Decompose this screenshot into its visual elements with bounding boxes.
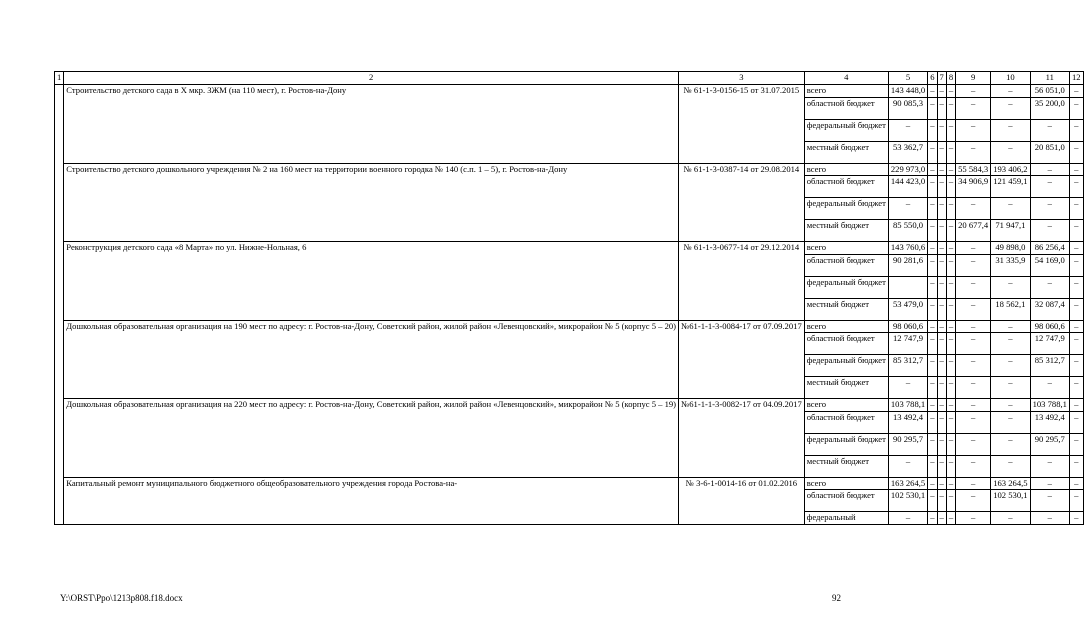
amount-cell: – bbox=[956, 377, 991, 399]
funding-source-cell: местный бюджет bbox=[804, 377, 888, 399]
amount-cell: – bbox=[928, 433, 937, 455]
table-row bbox=[55, 477, 1084, 490]
amount-cell: – bbox=[1069, 198, 1083, 220]
amount-cell: 121 459,1 bbox=[991, 176, 1030, 198]
amount-cell: – bbox=[888, 377, 927, 399]
amount-cell: – bbox=[1030, 455, 1069, 477]
amount-cell: – bbox=[1069, 477, 1083, 490]
amount-cell: – bbox=[946, 490, 955, 512]
amount-cell: 163 264,5 bbox=[991, 477, 1030, 490]
amount-cell: 34 906,9 bbox=[956, 176, 991, 198]
amount-cell: – bbox=[888, 455, 927, 477]
amount-cell: – bbox=[956, 85, 991, 98]
amount-cell: – bbox=[946, 276, 955, 298]
amount-cell: – bbox=[888, 512, 927, 525]
amount-cell: – bbox=[928, 141, 937, 163]
amount-cell: 102 530,1 bbox=[888, 490, 927, 512]
amount-cell: – bbox=[928, 411, 937, 433]
budget-table bbox=[54, 71, 1084, 525]
amount-cell: – bbox=[937, 333, 946, 355]
funding-source-cell: федеральный бюджет bbox=[804, 433, 888, 455]
amount-cell: – bbox=[991, 512, 1030, 525]
funding-source-cell: федеральный bbox=[804, 512, 888, 525]
amount-cell: – bbox=[1069, 512, 1083, 525]
amount-cell: – bbox=[937, 85, 946, 98]
object-name-cell: Строительство детского сада в Х мкр. ЗЖМ (на 110 мест), г. Ростов-на-Дону bbox=[64, 85, 679, 164]
object-name-cell: Дошкольная образовательная организация на 190 мест по адресу: г. Ростов-на-Дону, Советский район, жилой район «Левенцовский», микрорайон № 5 (корпус 5 – 20) bbox=[64, 320, 679, 399]
amount-cell: 90 281,6 bbox=[888, 254, 927, 276]
amount-cell: 53 362,7 bbox=[888, 141, 927, 163]
table-row bbox=[55, 399, 1084, 412]
table-body bbox=[55, 72, 1084, 525]
amount-cell: – bbox=[928, 512, 937, 525]
amount-cell: – bbox=[928, 276, 937, 298]
funding-source-cell: местный бюджет bbox=[804, 141, 888, 163]
amount-cell: – bbox=[991, 333, 1030, 355]
amount-cell: – bbox=[946, 176, 955, 198]
amount-cell: – bbox=[928, 298, 937, 320]
amount-cell: – bbox=[956, 490, 991, 512]
header-row bbox=[55, 72, 1084, 85]
amount-cell: – bbox=[928, 198, 937, 220]
amount-cell: – bbox=[991, 399, 1030, 412]
amount-cell: 32 087,4 bbox=[1030, 298, 1069, 320]
object-name-cell: Строительство детского дошкольного учреждения № 2 на 160 мест на территории военного городка № 140 (с.п. 1 – 5), г. Ростов-на-Дону bbox=[64, 163, 679, 242]
amount-cell: 90 295,7 bbox=[888, 433, 927, 455]
index-column-cell bbox=[55, 85, 64, 525]
amount-cell: 103 788,1 bbox=[1030, 399, 1069, 412]
expertise-number-cell: №61-1-1-3-0082-17 от 04.09.2017 bbox=[679, 399, 805, 478]
header-cell: 12 bbox=[1069, 72, 1083, 85]
header-cell: 8 bbox=[946, 72, 955, 85]
funding-source-cell: всего bbox=[804, 320, 888, 333]
amount-cell: – bbox=[937, 377, 946, 399]
amount-cell: 85 312,7 bbox=[888, 355, 927, 377]
funding-source-cell: федеральный бюджет bbox=[804, 276, 888, 298]
amount-cell: – bbox=[928, 254, 937, 276]
amount-cell: – bbox=[1069, 399, 1083, 412]
file-path: Y:\ORST\Ppo\1213p808.f18.docx bbox=[60, 593, 183, 603]
amount-cell: – bbox=[937, 399, 946, 412]
amount-cell: – bbox=[1030, 490, 1069, 512]
amount-cell: – bbox=[946, 399, 955, 412]
amount-cell: – bbox=[956, 512, 991, 525]
amount-cell: – bbox=[946, 220, 955, 242]
header-cell: 11 bbox=[1030, 72, 1069, 85]
funding-source-cell: областной бюджет bbox=[804, 176, 888, 198]
amount-cell: 90 295,7 bbox=[1030, 433, 1069, 455]
amount-cell: – bbox=[946, 355, 955, 377]
amount-cell: – bbox=[956, 141, 991, 163]
amount-cell: 85 312,7 bbox=[1030, 355, 1069, 377]
amount-cell: – bbox=[946, 254, 955, 276]
amount-cell: 143 448,0 bbox=[888, 85, 927, 98]
amount-cell: – bbox=[937, 176, 946, 198]
amount-cell: 13 492,4 bbox=[1030, 411, 1069, 433]
expertise-number-cell: № 61-1-3-0677-14 от 29.12.2014 bbox=[679, 242, 805, 321]
amount-cell: 49 898,0 bbox=[991, 242, 1030, 255]
amount-cell: – bbox=[1069, 220, 1083, 242]
header-cell: 3 bbox=[679, 72, 805, 85]
header-cell: 1 bbox=[55, 72, 64, 85]
amount-cell: 56 051,0 bbox=[1030, 85, 1069, 98]
amount-cell: – bbox=[1030, 220, 1069, 242]
amount-cell: 85 550,0 bbox=[888, 220, 927, 242]
amount-cell: – bbox=[991, 355, 1030, 377]
amount-cell: – bbox=[1030, 512, 1069, 525]
amount-cell: 35 200,0 bbox=[1030, 97, 1069, 119]
amount-cell: – bbox=[937, 242, 946, 255]
amount-cell: 31 335,9 bbox=[991, 254, 1030, 276]
amount-cell: – bbox=[1030, 198, 1069, 220]
expertise-number-cell: №61-1-1-3-0084-17 от 07.09.2017 bbox=[679, 320, 805, 399]
amount-cell bbox=[888, 276, 927, 298]
amount-cell: – bbox=[946, 242, 955, 255]
amount-cell: – bbox=[1030, 119, 1069, 141]
amount-cell: – bbox=[946, 433, 955, 455]
amount-cell: – bbox=[1069, 490, 1083, 512]
amount-cell: – bbox=[928, 119, 937, 141]
amount-cell: – bbox=[1030, 163, 1069, 176]
table-row bbox=[55, 242, 1084, 255]
amount-cell: – bbox=[1069, 320, 1083, 333]
funding-source-cell: всего bbox=[804, 85, 888, 98]
amount-cell: – bbox=[946, 333, 955, 355]
amount-cell: – bbox=[1069, 119, 1083, 141]
amount-cell: – bbox=[937, 276, 946, 298]
amount-cell: – bbox=[946, 85, 955, 98]
page-number: 92 bbox=[832, 593, 841, 603]
amount-cell: – bbox=[1069, 163, 1083, 176]
amount-cell: – bbox=[1030, 276, 1069, 298]
object-name-cell: Реконструкция детского сада «8 Марта» по ул. Нижне-Нольная, 6 bbox=[64, 242, 679, 321]
amount-cell: 229 973,0 bbox=[888, 163, 927, 176]
amount-cell: 55 584,3 bbox=[956, 163, 991, 176]
amount-cell: – bbox=[937, 198, 946, 220]
header-cell: 6 bbox=[928, 72, 937, 85]
amount-cell: – bbox=[928, 85, 937, 98]
amount-cell: – bbox=[928, 176, 937, 198]
amount-cell: – bbox=[946, 320, 955, 333]
header-cell: 10 bbox=[991, 72, 1030, 85]
amount-cell: – bbox=[956, 355, 991, 377]
amount-cell: 12 747,9 bbox=[888, 333, 927, 355]
header-cell: 2 bbox=[64, 72, 679, 85]
amount-cell: – bbox=[937, 254, 946, 276]
amount-cell: – bbox=[991, 320, 1030, 333]
amount-cell: – bbox=[946, 141, 955, 163]
amount-cell: – bbox=[946, 163, 955, 176]
amount-cell: – bbox=[937, 477, 946, 490]
amount-cell: – bbox=[1069, 433, 1083, 455]
amount-cell: – bbox=[937, 355, 946, 377]
amount-cell: – bbox=[937, 119, 946, 141]
amount-cell: – bbox=[956, 411, 991, 433]
amount-cell: – bbox=[937, 298, 946, 320]
funding-source-cell: всего bbox=[804, 399, 888, 412]
amount-cell: – bbox=[928, 220, 937, 242]
table-row bbox=[55, 85, 1084, 98]
amount-cell: – bbox=[1030, 477, 1069, 490]
funding-source-cell: всего bbox=[804, 163, 888, 176]
amount-cell: 54 169,0 bbox=[1030, 254, 1069, 276]
amount-cell: – bbox=[1069, 141, 1083, 163]
amount-cell: 90 085,3 bbox=[888, 97, 927, 119]
amount-cell: – bbox=[946, 411, 955, 433]
amount-cell: – bbox=[928, 333, 937, 355]
amount-cell: 53 479,0 bbox=[888, 298, 927, 320]
amount-cell: – bbox=[991, 85, 1030, 98]
amount-cell: – bbox=[928, 355, 937, 377]
funding-source-cell: местный бюджет bbox=[804, 298, 888, 320]
amount-cell: – bbox=[956, 198, 991, 220]
amount-cell: – bbox=[928, 97, 937, 119]
amount-cell: 12 747,9 bbox=[1030, 333, 1069, 355]
amount-cell: – bbox=[946, 477, 955, 490]
amount-cell: 20 851,0 bbox=[1030, 141, 1069, 163]
expertise-number-cell: № 61-1-3-0156-15 от 31.07.2015 bbox=[679, 85, 805, 164]
amount-cell: – bbox=[1069, 254, 1083, 276]
amount-cell: – bbox=[937, 512, 946, 525]
amount-cell: 71 947,1 bbox=[991, 220, 1030, 242]
expertise-number-cell: № 3-6-1-0014-16 от 01.02.2016 bbox=[679, 477, 805, 524]
amount-cell: – bbox=[956, 477, 991, 490]
amount-cell: – bbox=[937, 220, 946, 242]
object-name-cell: Дошкольная образовательная организация на 220 мест по адресу: г. Ростов-на-Дону, Советский район, жилой район «Левенцовский», микрорайон № 5 (корпус 5 – 19) bbox=[64, 399, 679, 478]
amount-cell: – bbox=[946, 377, 955, 399]
header-cell: 5 bbox=[888, 72, 927, 85]
amount-cell: – bbox=[946, 455, 955, 477]
table-row bbox=[55, 163, 1084, 176]
funding-source-cell: областной бюджет bbox=[804, 411, 888, 433]
funding-source-cell: местный бюджет bbox=[804, 220, 888, 242]
amount-cell: – bbox=[956, 242, 991, 255]
amount-cell: – bbox=[937, 411, 946, 433]
amount-cell: 86 256,4 bbox=[1030, 242, 1069, 255]
amount-cell: – bbox=[956, 333, 991, 355]
expertise-number-cell: № 61-1-3-0387-14 от 29.08.2014 bbox=[679, 163, 805, 242]
amount-cell: – bbox=[1069, 455, 1083, 477]
funding-source-cell: областной бюджет bbox=[804, 333, 888, 355]
amount-cell: – bbox=[991, 119, 1030, 141]
funding-source-cell: областной бюджет bbox=[804, 490, 888, 512]
header-cell: 7 bbox=[937, 72, 946, 85]
table-row bbox=[55, 320, 1084, 333]
amount-cell: – bbox=[937, 490, 946, 512]
amount-cell: – bbox=[937, 141, 946, 163]
amount-cell: – bbox=[956, 254, 991, 276]
amount-cell: – bbox=[1069, 377, 1083, 399]
amount-cell: 13 492,4 bbox=[888, 411, 927, 433]
amount-cell: – bbox=[928, 399, 937, 412]
amount-cell: – bbox=[1030, 176, 1069, 198]
amount-cell: – bbox=[928, 320, 937, 333]
funding-source-cell: областной бюджет bbox=[804, 97, 888, 119]
amount-cell: – bbox=[937, 433, 946, 455]
amount-cell: 144 423,0 bbox=[888, 176, 927, 198]
funding-source-cell: всего bbox=[804, 477, 888, 490]
amount-cell: – bbox=[946, 198, 955, 220]
amount-cell: – bbox=[928, 242, 937, 255]
amount-cell: – bbox=[937, 455, 946, 477]
amount-cell: – bbox=[991, 433, 1030, 455]
funding-source-cell: местный бюджет bbox=[804, 455, 888, 477]
amount-cell: – bbox=[1069, 85, 1083, 98]
amount-cell: – bbox=[956, 320, 991, 333]
amount-cell: – bbox=[956, 119, 991, 141]
amount-cell: 163 264,5 bbox=[888, 477, 927, 490]
funding-source-cell: федеральный бюджет bbox=[804, 119, 888, 141]
funding-source-cell: федеральный бюджет bbox=[804, 198, 888, 220]
amount-cell: – bbox=[1030, 377, 1069, 399]
amount-cell: – bbox=[1069, 97, 1083, 119]
amount-cell: – bbox=[956, 298, 991, 320]
amount-cell: – bbox=[956, 455, 991, 477]
amount-cell: – bbox=[956, 97, 991, 119]
funding-source-cell: областной бюджет bbox=[804, 254, 888, 276]
amount-cell: 143 760,6 bbox=[888, 242, 927, 255]
amount-cell: 20 677,4 bbox=[956, 220, 991, 242]
header-cell: 4 bbox=[804, 72, 888, 85]
amount-cell: 193 406,2 bbox=[991, 163, 1030, 176]
amount-cell: – bbox=[991, 276, 1030, 298]
amount-cell: – bbox=[1069, 411, 1083, 433]
funding-source-cell: всего bbox=[804, 242, 888, 255]
amount-cell: – bbox=[1069, 276, 1083, 298]
amount-cell: – bbox=[1069, 298, 1083, 320]
amount-cell: – bbox=[956, 433, 991, 455]
amount-cell: – bbox=[1069, 176, 1083, 198]
amount-cell: – bbox=[928, 477, 937, 490]
amount-cell: – bbox=[928, 455, 937, 477]
amount-cell: – bbox=[946, 298, 955, 320]
amount-cell: – bbox=[1069, 242, 1083, 255]
amount-cell: – bbox=[946, 97, 955, 119]
amount-cell: – bbox=[888, 198, 927, 220]
header-cell: 9 bbox=[956, 72, 991, 85]
amount-cell: – bbox=[1069, 355, 1083, 377]
amount-cell: 98 060,6 bbox=[888, 320, 927, 333]
amount-cell: – bbox=[991, 97, 1030, 119]
amount-cell: – bbox=[946, 512, 955, 525]
amount-cell: – bbox=[991, 411, 1030, 433]
amount-cell: – bbox=[991, 198, 1030, 220]
amount-cell: – bbox=[888, 119, 927, 141]
amount-cell: – bbox=[946, 119, 955, 141]
object-name-cell: Капитальный ремонт муниципального бюджетного общеобразовательного учреждения города Ростова-на- bbox=[64, 477, 679, 524]
funding-source-cell: федеральный бюджет bbox=[804, 355, 888, 377]
amount-cell: – bbox=[928, 377, 937, 399]
amount-cell: – bbox=[991, 455, 1030, 477]
amount-cell: – bbox=[956, 276, 991, 298]
amount-cell: – bbox=[991, 141, 1030, 163]
amount-cell: 102 530,1 bbox=[991, 490, 1030, 512]
amount-cell: – bbox=[928, 490, 937, 512]
amount-cell: – bbox=[956, 399, 991, 412]
amount-cell: 98 060,6 bbox=[1030, 320, 1069, 333]
amount-cell: – bbox=[928, 163, 937, 176]
amount-cell: – bbox=[991, 377, 1030, 399]
amount-cell: – bbox=[937, 163, 946, 176]
amount-cell: – bbox=[937, 320, 946, 333]
amount-cell: – bbox=[1069, 333, 1083, 355]
amount-cell: 103 788,1 bbox=[888, 399, 927, 412]
amount-cell: – bbox=[937, 97, 946, 119]
amount-cell: 18 562,1 bbox=[991, 298, 1030, 320]
